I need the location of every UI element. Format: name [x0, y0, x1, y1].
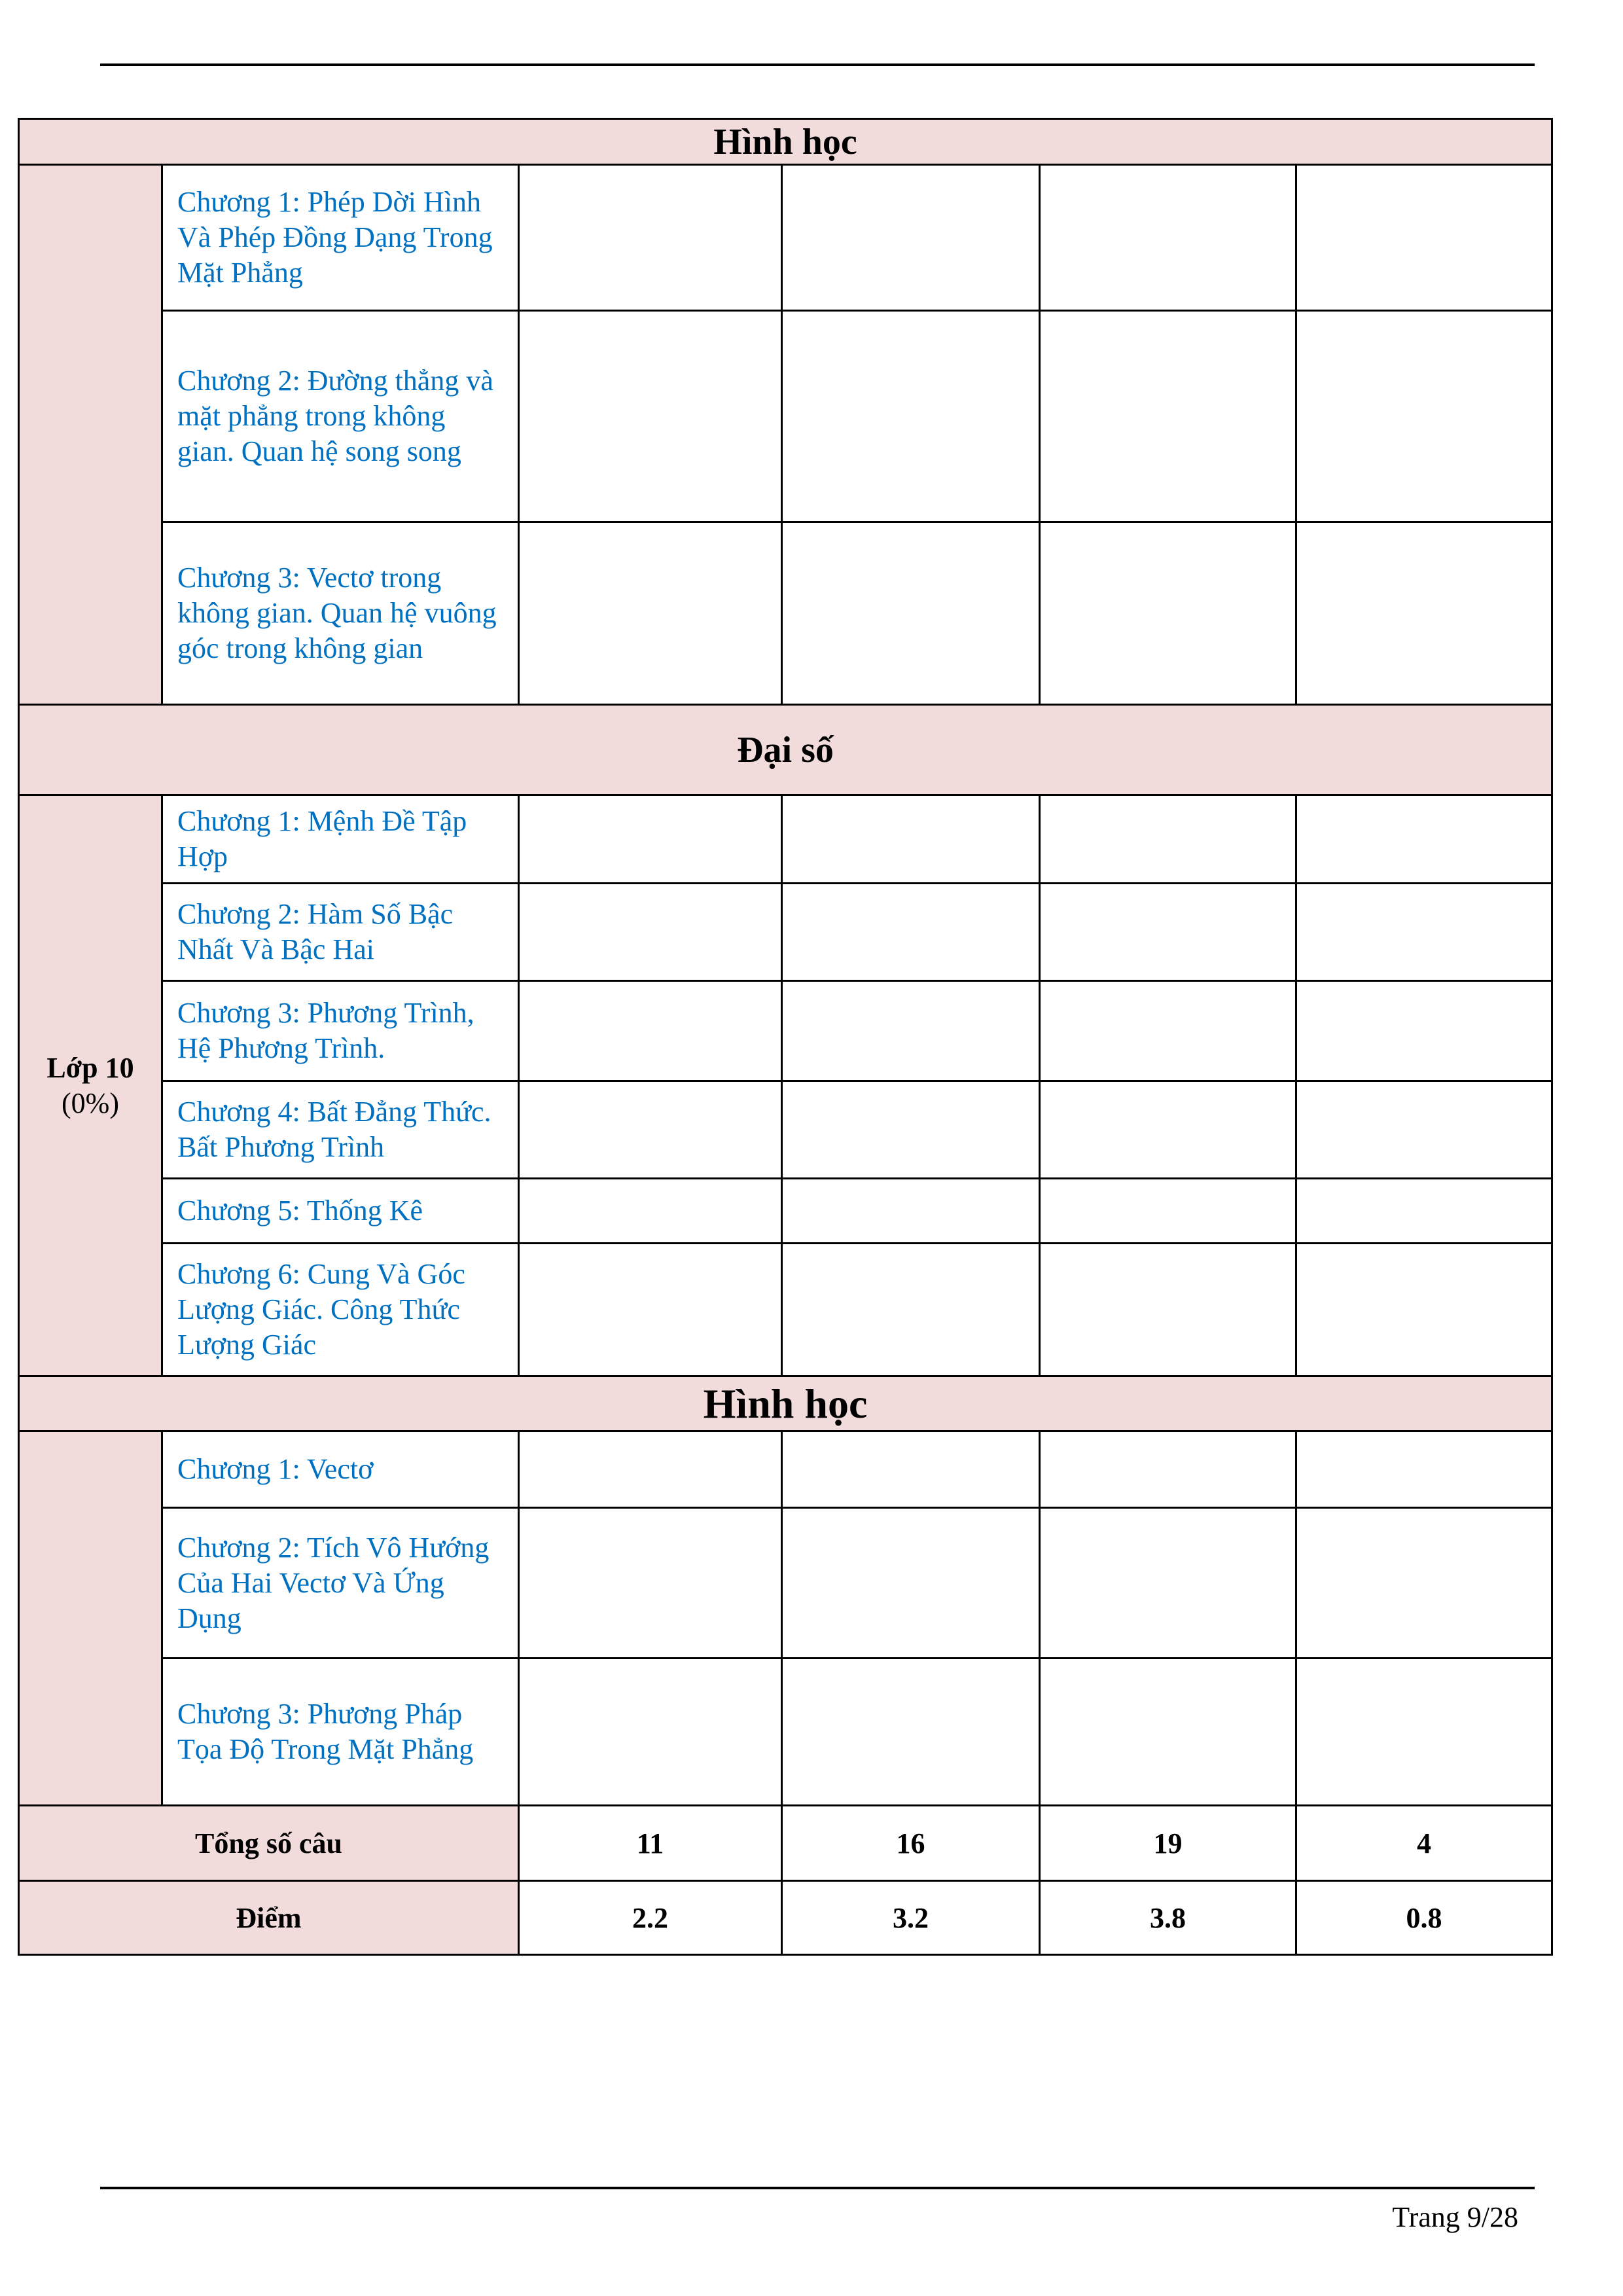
footer-rule [100, 2187, 1535, 2189]
total-questions-value: 11 [519, 1806, 782, 1881]
section-algebra-10: Đại số [19, 705, 1552, 795]
grade-cell-empty [19, 1431, 162, 1806]
score-value: 2.2 [519, 1881, 782, 1955]
chapter-label: Chương 1: Mệnh Đề Tập Hợp [162, 795, 519, 884]
grade-label: Lớp 10 [46, 1051, 134, 1084]
score-row [19, 1881, 1552, 1955]
chapter-label: Chương 2: Đường thẳng và mặt phẳng trong không gian. Quan hệ song song [162, 311, 519, 522]
chapter-label: Chương 2: Tích Vô Hướng Của Hai Vectơ Và Ứng Dụng [162, 1508, 519, 1659]
score-value: 3.2 [782, 1881, 1040, 1955]
page-number: Trang 9/28 [1392, 2201, 1518, 2233]
total-questions-value: 16 [782, 1806, 1040, 1881]
total-questions-value: 19 [1040, 1806, 1296, 1881]
score-label: Điểm [19, 1881, 519, 1955]
chapter-label: Chương 3: Phương Trình, Hệ Phương Trình. [162, 981, 519, 1081]
chapter-label: Chương 3: Phương Pháp Tọa Độ Trong Mặt Phẳng [162, 1659, 519, 1806]
total-questions-row [19, 1806, 1552, 1881]
chapter-label: Chương 1: Vectơ [162, 1431, 519, 1508]
chapter-label: Chương 1: Phép Dời Hình Và Phép Đồng Dạng Trong Mặt Phẳng [162, 165, 519, 311]
score-value: 0.8 [1296, 1881, 1552, 1955]
exam-matrix-table [18, 118, 1553, 1956]
grade-percent: (0%) [62, 1086, 119, 1119]
chapter-label: Chương 2: Hàm Số Bậc Nhất Và Bậc Hai [162, 884, 519, 981]
score-value: 3.8 [1040, 1881, 1296, 1955]
grade-10-cell [19, 795, 162, 1376]
section-geometry-10: Hình học [19, 1376, 1552, 1431]
grade-cell-empty [19, 165, 162, 705]
total-questions-label: Tổng số câu [19, 1806, 519, 1881]
section-geometry-11: Hình học [19, 119, 1552, 165]
header-rule [100, 63, 1535, 66]
chapter-label: Chương 5: Thống Kê [162, 1179, 519, 1244]
total-questions-value: 4 [1296, 1806, 1552, 1881]
chapter-label: Chương 4: Bất Đẳng Thức. Bất Phương Trình [162, 1081, 519, 1179]
chapter-label: Chương 3: Vectơ trong không gian. Quan hệ vuông góc trong không gian [162, 522, 519, 705]
chapter-label: Chương 6: Cung Và Góc Lượng Giác. Công Thức Lượng Giác [162, 1244, 519, 1376]
